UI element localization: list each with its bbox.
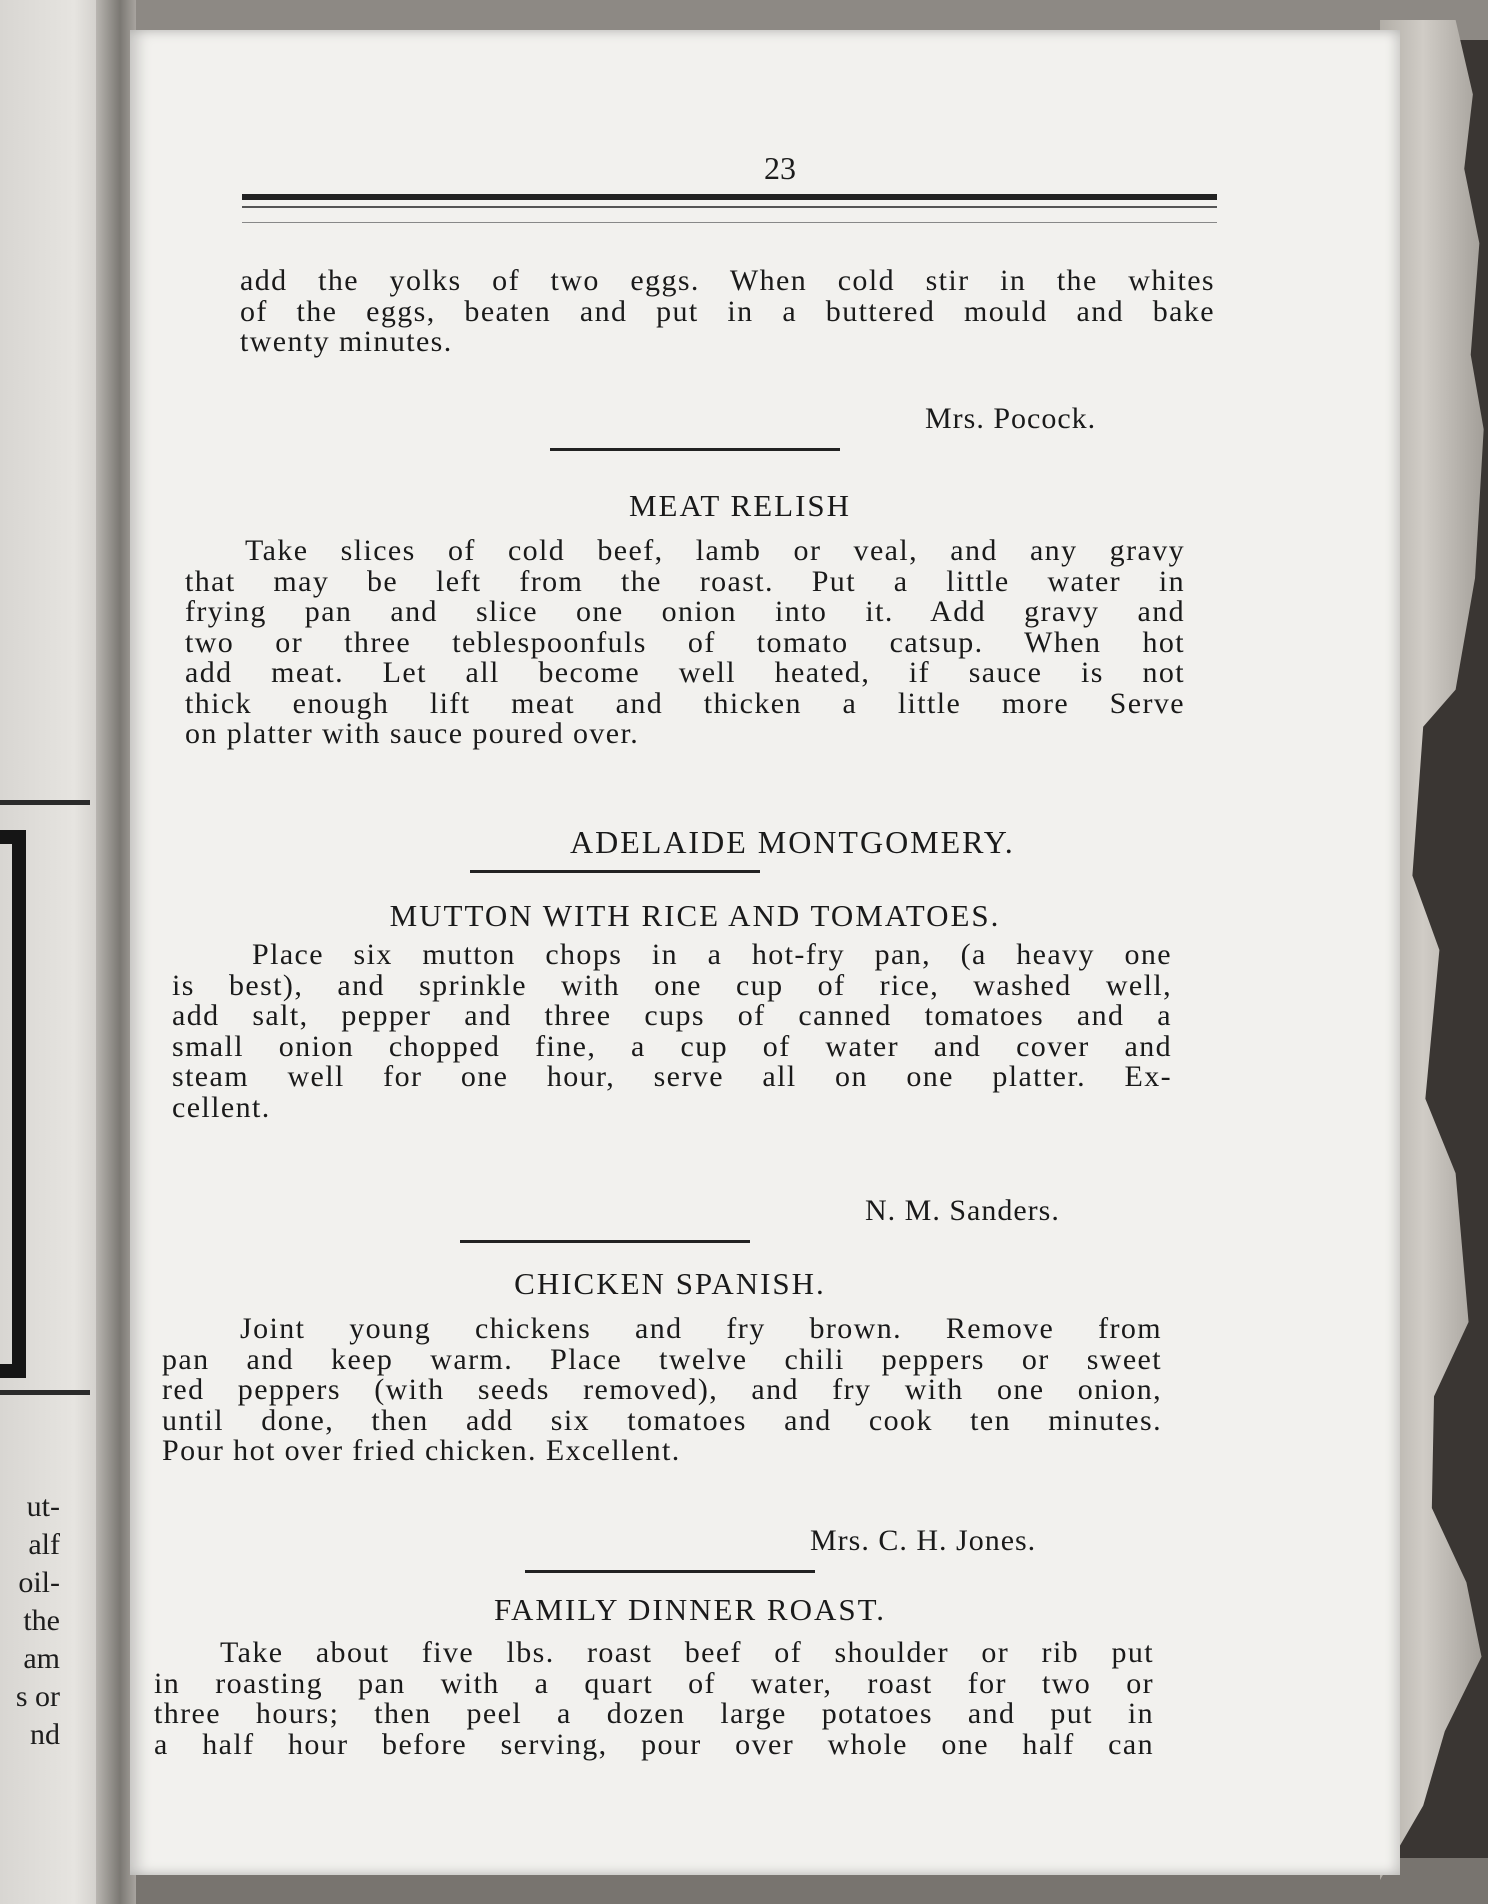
text-line: steam well for one hour, serve all on one platter. Ex- [172,1060,1172,1093]
recipe-body [162,1314,1162,1467]
left-page-text-fragments [0,1488,60,1754]
left-fragment: oil- [18,1566,60,1599]
recipe-author: N. M. Sanders. [865,1194,1060,1227]
recipe-body [154,1638,1154,1760]
left-page-rule [0,1390,90,1395]
text-line: Pour hot over fried chicken. Excellent. [162,1434,681,1467]
left-fragment: am [23,1642,60,1675]
left-fragment: nd [30,1718,60,1751]
advertisement-border [0,830,26,1378]
recipe-author: ADELAIDE MONTGOMERY. [570,824,1015,860]
recipe-body [172,940,1172,1123]
header-rule [242,194,1217,200]
text-line: in roasting pan with a quart of water, roast for two or [154,1666,1154,1700]
continued-recipe-text [240,266,1215,358]
section-rule [525,1570,815,1573]
text-line: is best), and sprinkle with one cup of rice, washed well, [172,968,1172,1002]
left-fragment: alf [28,1528,60,1561]
recipe-author: Mrs. Pocock. [925,402,1097,435]
text-line: that may be left from the roast. Put a little water in [185,564,1185,598]
text-line: add salt, pepper and three cups of canned tomatoes and a [172,999,1172,1032]
page-number: 23 [764,150,796,186]
text-line: twenty minutes. [240,325,453,358]
text-line: Take slices of cold beef, lamb or veal, and any gravy [245,534,1185,567]
text-line: a half hour before serving, pour over whole one half can [154,1727,1154,1761]
text-line: add the yolks of two eggs. When cold stir in the whites [240,264,1215,297]
header-rule [242,222,1217,223]
text-line: Take about five lbs. roast beef of shoulder or rib put [220,1636,1154,1669]
left-fragment: ut- [26,1490,60,1523]
text-line: Place six mutton chops in a hot-fry pan, (a heavy one [252,938,1172,971]
text-line: until done, then add six tomatoes and cook ten minutes. [162,1403,1162,1437]
text-line: red peppers (with seeds removed), and fry with one onion, [162,1373,1162,1406]
header-rule [242,206,1217,208]
text-line: thick enough lift meat and thicken a little more Serve [185,686,1185,720]
text-line: two or three teblespoonfuls of tomato catsup. When hot [185,625,1185,659]
text-line: add meat. Let all become well heated, if sauce is not [185,656,1185,689]
section-rule [470,870,760,873]
text-line: three hours; then peel a dozen large potatoes and put in [154,1697,1154,1730]
left-fragment: s or [15,1680,60,1713]
recipe-title: FAMILY DINNER ROAST. [494,1592,886,1627]
left-page-rule [0,800,90,805]
text-line: cellent. [172,1090,271,1124]
left-fragment: the [23,1604,60,1637]
recipe-title: MUTTON WITH RICE AND TOMATOES. [389,898,1001,933]
recipe-author: Mrs. C. H. Jones. [810,1524,1037,1557]
recipe-title: MEAT RELISH [628,488,852,523]
text-line: frying pan and slice one onion into it. Add gravy and [185,595,1185,628]
book-page [130,30,1400,1875]
section-rule [460,1240,750,1243]
recipe-body [185,536,1185,750]
text-line: of the eggs, beaten and put in a buttered mould and bake [240,294,1215,328]
text-line: small onion chopped fine, a cup of water and cover and [172,1029,1172,1063]
recipe-title: CHICKEN SPANISH. [514,1266,826,1301]
text-line: Joint young chickens and fry brown. Remove from [240,1312,1162,1345]
text-line: pan and keep warm. Place twelve chili peppers or sweet [162,1342,1162,1376]
section-rule [550,448,840,451]
text-line: on platter with sauce poured over. [185,717,640,750]
